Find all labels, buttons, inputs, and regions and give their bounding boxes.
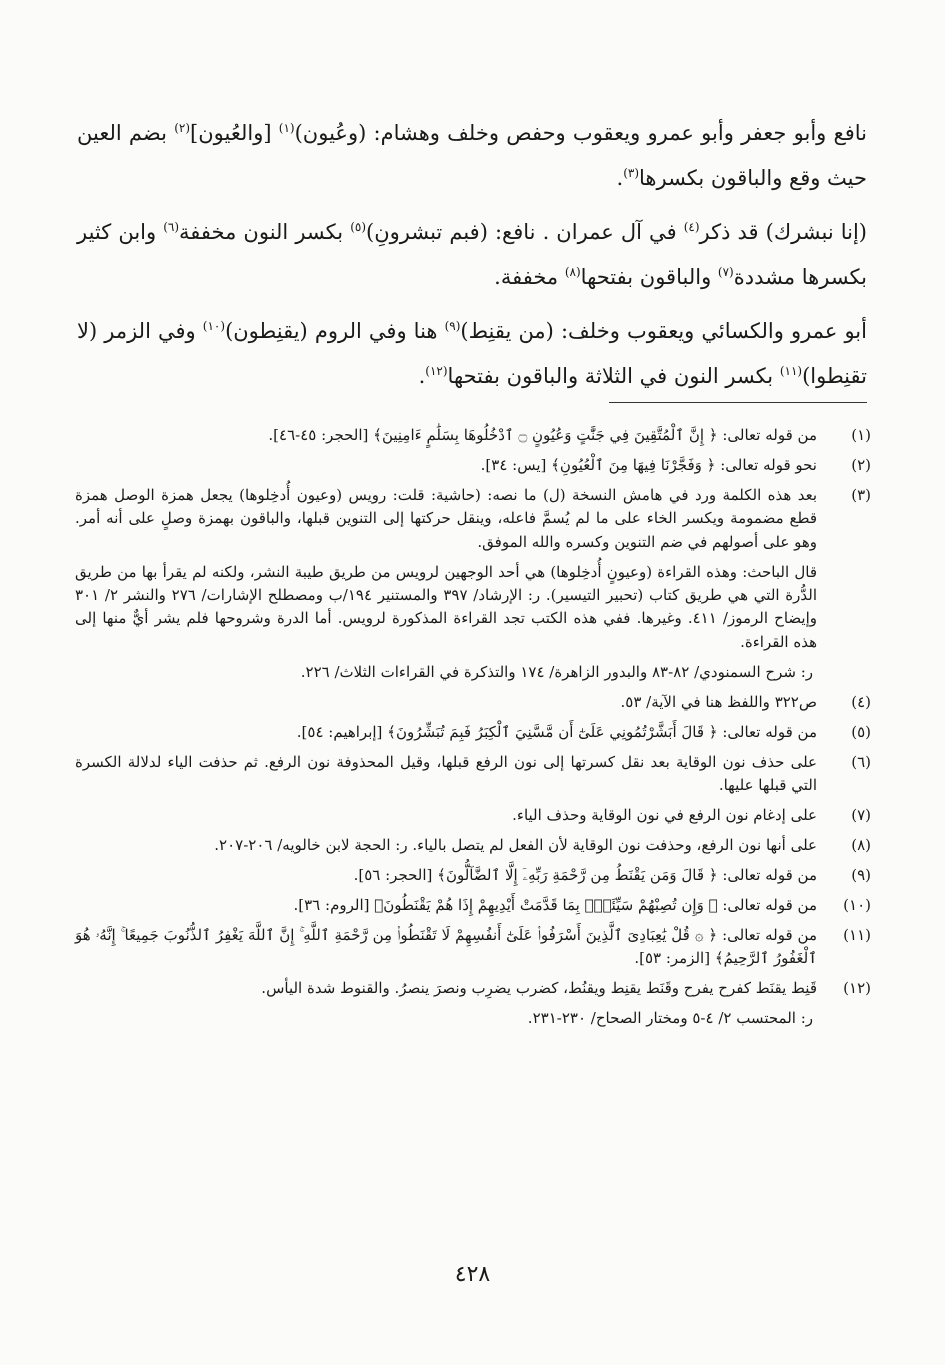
footnote-text: من قوله تعالى: ﴿ قَالَ أَبَشَّرْتُمُونِي عَلَىٰٓ أَن مَّسَّنِيَ ٱلْكِبَرُ فَبِمَ تُبَشِّرُونَ﴾ [إبراهيم: ٥٤]. xyxy=(296,722,817,741)
footnote-ref-5[interactable]: (٥) xyxy=(350,220,367,234)
footnote-12 xyxy=(75,977,871,1000)
footnote-text: من قوله تعالى: ﴿ إِنَّ ٱلْمُتَّقِينَ فِي جَنَّٰتٍ وَعُيُونٍ ۝ ٱدْخُلُوهَا بِسَلَٰمٍ ءَامِنِينَ﴾ [الحجر: ٤٥-٤٦]. xyxy=(268,426,817,444)
footnote-11 xyxy=(75,924,871,971)
text-span: في آل عمران . نافع: (فبم تبشرونِ) xyxy=(366,220,684,244)
footnote-number: (٨) xyxy=(851,836,871,855)
footnotes xyxy=(75,424,871,1037)
footnote-1 xyxy=(75,424,871,447)
footnote-text: بعد هذه الكلمة ورد في هامش النسخة (ل) ما نصه: (حاشية: قلت: رويس (وعيون أُدخِلوها) يجعل همزة الوصل همزة قطع مضمومة ويكسر الخاء على ما لم يُسمَّ فاعله، وينقل حركتها إلى التنوين قبلها، والباقون بهمزة وصلٍ على أنه أمر. وهو على أصولهم في ضم التنوين وكسره والله الموفق. xyxy=(75,485,817,551)
footnote-7 xyxy=(75,804,871,827)
footnote-ref-7[interactable]: (٧) xyxy=(717,265,734,279)
footnote-6 xyxy=(75,751,871,798)
footnote-number: (١) xyxy=(851,426,871,444)
footnote-number: (١١) xyxy=(843,925,871,944)
footnote-5 xyxy=(75,721,871,744)
paragraph-2 xyxy=(77,207,867,297)
footnote-ref-3[interactable]: (٣) xyxy=(623,166,640,180)
footnote-text: من قوله تعالى: ﴿ وَإِن تُصِبْهُمْ سَيِّئَةٌۢ بِمَا قَدَّمَتْ أَيْدِيهِمْ إِذَا هُمْ يَقْنَطُونَ﴾ [الروم: ٣٦]. xyxy=(293,895,817,914)
text-span: نافع وأبو جعفر وأبو عمرو ويعقوب وحفص وخلف وهشام: (وعُيون) xyxy=(294,121,867,145)
footnote-text: على حذف نون الوقاية بعد نقل كسرتها إلى نون الرفع قبلها، وقيل المحذوفة نون الرفع. ثم حذفت الياء لدلالة الكسرة التي قبلها عليها. xyxy=(75,752,817,795)
footnote-text: من قوله تعالى: ﴿ ۞ قُلْ يَٰعِبَادِىَ ٱلَّذِينَ أَسْرَفُوا۟ عَلَىٰٓ أَنفُسِهِمْ لَا تَقْنَطُوا۟ مِن رَّحْمَةِ ٱللَّهِ ۚ إِنَّ ٱللَّهَ يَغْفِرُ ٱلذُّنُوبَ جَمِيعًا ۚ إِنَّهُۥ هُوَ ٱلْغَفُورُ ٱلرَّحِيمُ﴾ [الزمر: ٥٣]. xyxy=(75,925,817,968)
footnote-number: (٩) xyxy=(851,866,871,884)
text-span: بضم العين حيث وقع والباقون بكسرها xyxy=(77,121,867,190)
footnote-text: على أنها نون الرفع، وحذفت نون الوقاية لأن الفعل لم يتصل بالياء. ر: الحجة لابن خالويه/ ٢٠٦-٢٠٧. xyxy=(214,836,817,855)
footnote-4 xyxy=(75,691,871,714)
footnote-text: على إدغام نون الرفع في نون الوقاية وحذف الياء. xyxy=(512,806,817,825)
footnote-ref-9[interactable]: (٩) xyxy=(444,319,461,333)
text-span: (إنا نبشرك) قد ذكر xyxy=(699,220,868,244)
text-span: أبو عمرو والكسائي ويعقوب وخلف: (من يقنِط) xyxy=(460,319,867,343)
footnote-10 xyxy=(75,894,871,917)
footnote-text: قَنِط يقنَط كفرح يفرح وقَنَط يقنِط ويقنُط، كضرب يضرِب ونصرَ ينصرُ. والقنوط شدة اليأس. xyxy=(261,979,817,998)
footnote-number: (٢) xyxy=(851,455,871,474)
footnote-number: (٧) xyxy=(851,806,871,825)
footnote-number: (٥) xyxy=(851,722,871,741)
text-span: [والعُيون] xyxy=(190,121,279,145)
page-number: ٤٢٨ xyxy=(454,1262,491,1287)
footnote-3-reference: ر: شرح السمنودي/ ٨٢-٨٣ والبدور الزاهرة/ ١٧٤ والتذكرة في القراءات الثلاث/ ٢٢٦. xyxy=(300,662,813,681)
footnote-12-reference: ر: المحتسب ٢/ ٤-٥ ومختار الصحاح/ ٢٣٠-٢٣١. xyxy=(527,1009,813,1028)
footnote-number: (١٠) xyxy=(843,895,871,914)
footnote-ref-8[interactable]: (٨) xyxy=(564,265,581,279)
footnote-ref-4[interactable]: (٤) xyxy=(683,220,700,234)
footnote-ref-6[interactable]: (٦) xyxy=(163,220,180,234)
footnote-number: (٣) xyxy=(851,485,871,504)
footnote-ref-12[interactable]: (١٢) xyxy=(425,364,448,378)
footnote-3 xyxy=(75,484,871,554)
text-span: بكسر النون في الثلاثة والباقون بفتحها xyxy=(447,364,780,388)
footnote-number: (١٢) xyxy=(843,979,871,998)
text-span: وابن كثير بكسرها مشددة xyxy=(77,220,867,289)
footnote-number: (٤) xyxy=(851,693,871,712)
footnote-ref-1[interactable]: (١) xyxy=(278,121,295,135)
footnote-8 xyxy=(75,834,871,857)
text-span: مخففة. xyxy=(494,265,565,289)
text-span: وفي الزمر (لا تقنِطوا) xyxy=(77,319,867,388)
footnote-text: ص٣٢٢ واللفظ هنا في الآية/ ٥٣. xyxy=(620,693,817,712)
footnote-ref-2[interactable]: (٢) xyxy=(174,121,191,135)
text-span: . xyxy=(418,364,426,388)
paragraph-3 xyxy=(77,306,867,396)
footnote-number: (٦) xyxy=(851,752,871,771)
footnote-ref-10[interactable]: (١٠) xyxy=(202,319,226,333)
footnote-text: نحو قوله تعالى: ﴿ وَفَجَّرْنَا فِيهَا مِنَ ٱلْعُيُونِ﴾ [يس: ٣٤]. xyxy=(480,455,817,474)
text-span: والباقون بفتحها xyxy=(580,265,718,289)
footnote-ref-11[interactable]: (١١) xyxy=(779,364,803,378)
text-span: هنا وفي الروم (يقنِطون) xyxy=(225,319,445,343)
footnote-9 xyxy=(75,864,871,887)
footnote-2 xyxy=(75,454,871,477)
text-span: . xyxy=(616,166,624,190)
footnote-separator xyxy=(609,402,867,403)
main-text xyxy=(77,108,867,405)
footnote-text: من قوله تعالى: ﴿ قَالَ وَمَن يَقْنَطُ مِن رَّحْمَةِ رَبِّهِۦٓ إِلَّا ٱلضَّآلُّونَ﴾ [الحجر: ٥٦]. xyxy=(353,866,817,884)
paragraph-1 xyxy=(77,108,867,198)
text-span: بكسر النون مخففة xyxy=(179,220,351,244)
footnote-3-researcher-note: قال الباحث: وهذه القراءة (وعيونٍ أُدخِلوها) هي أحد الوجهين لرويس من طريق طيبة النشر، ولكنه لم يقرأ بها من طريق الدُّرة التي هي طريق كتاب (تحبير التيسير). ر: الإرشاد/ ٣٩٧ والمستنير ١٩٤/ب ومصطلح الإشارات/ ٢٧٦ والنشر ٢/ ٣٠١ وإيضاح الرموز/ ٤١١. وغيرها. ففي هذه الكتب تجد القراءة المذكورة لرويس. أما الدرة وشروحها فلم يشر أيٌّ منها إلى هذه القراءة. xyxy=(75,562,817,651)
